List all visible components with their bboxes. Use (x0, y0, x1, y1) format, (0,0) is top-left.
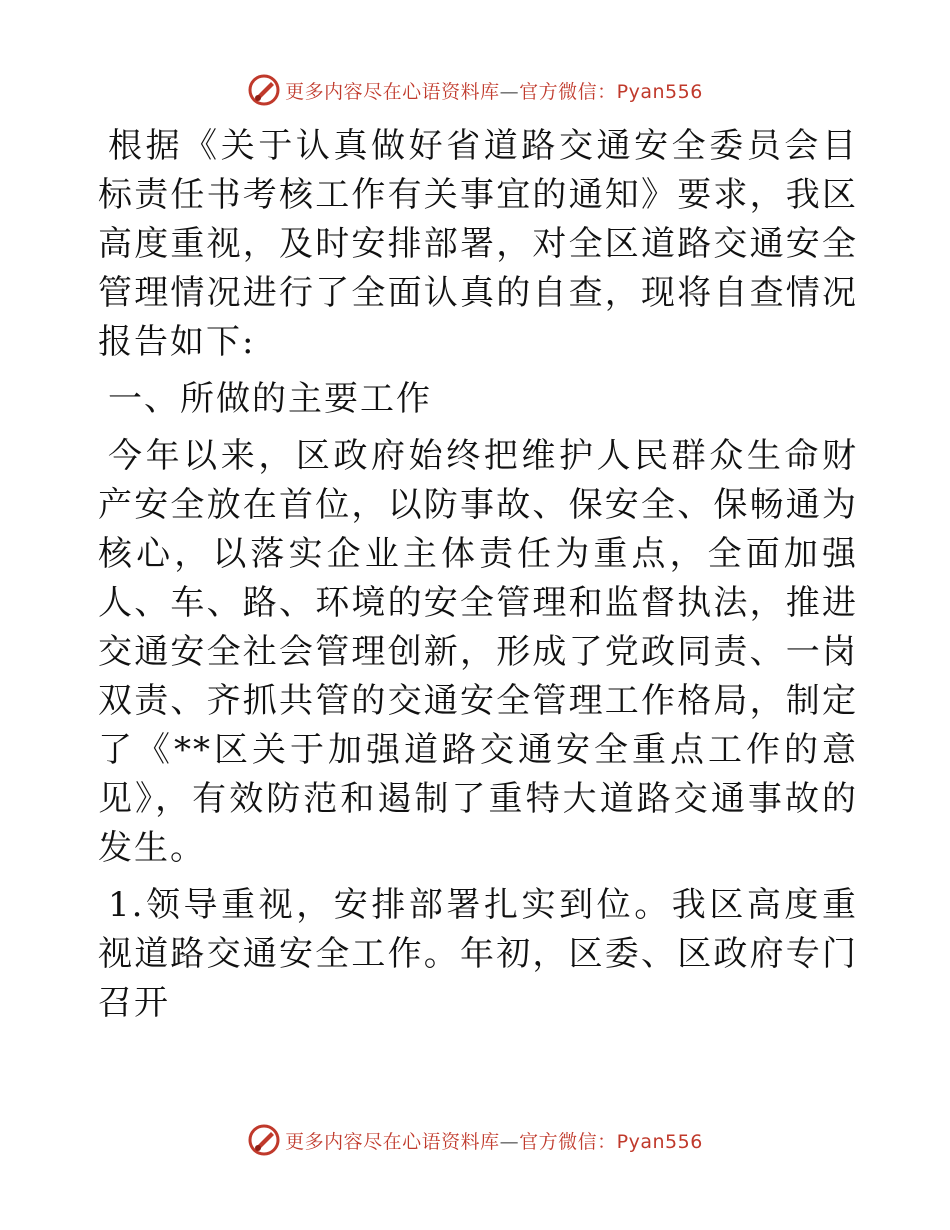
section-heading: 一、所做的主要工作 (108, 379, 432, 419)
paragraph-item-1: 1.领导重视，安排部署扎实到位。我区高度重视道路交通安全工作。年初，区委、区政府专门召开 (98, 885, 858, 1023)
watermark-text: 更多内容尽在心语资料库—官方微信：Pyan556 (285, 80, 703, 103)
watermark-banner-top (0, 70, 950, 110)
watermark-logo-icon (247, 1123, 281, 1157)
watermark-logo-icon (247, 73, 281, 107)
document-body (98, 122, 858, 1028)
paragraph-main-work: 今年以来，区政府始终把维护人民群众生命财产安全放在首位，以防事故、保安全、保畅通为核心，以落实企业主体责任为重点，全面加强人、车、路、环境的安全管理和监督执法，推进交通安全社会管理创新，形成了党政同责、一岗双责、齐抓共管的交通安全管理工作格局，制定了《**区关于加强道路交通安全重点工作的意见》，有效防范和遏制了重特大道路交通事故的发生。 (98, 436, 858, 868)
paragraph-intro: 根据《关于认真做好省道路交通安全委员会目标责任书考核工作有关事宜的通知》要求，我区高度重视，及时安排部署，对全区道路交通安全管理情况进行了全面认真的自查，现将自查情况报告如下: (98, 126, 858, 362)
watermark-banner-bottom (0, 1120, 950, 1160)
watermark-text: 更多内容尽在心语资料库—官方微信：Pyan556 (285, 1130, 703, 1153)
